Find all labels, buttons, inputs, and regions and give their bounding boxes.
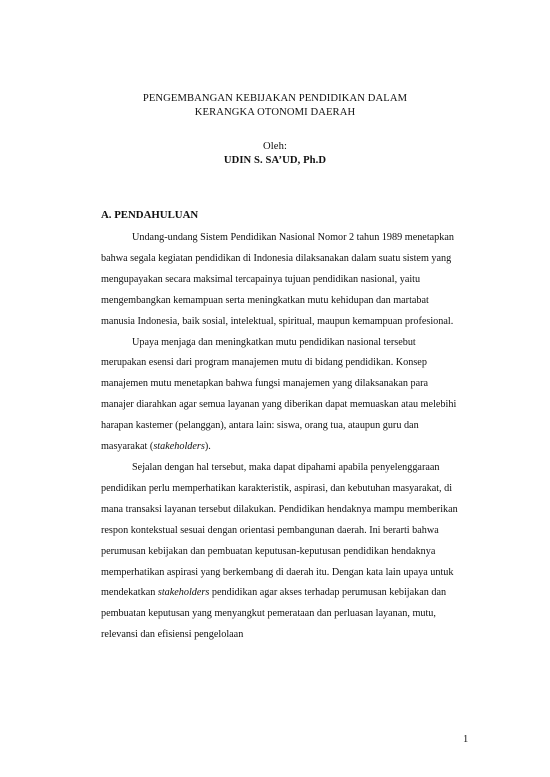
section-heading: A. PENDAHULUAN [101,209,199,221]
paragraph-1-text: Undang-undang Sistem Pendidikan Nasional Nomor 2 tahun 1989 menetapkan bahwa segala kegiatan pendidikan di Indonesia dilaksanakan dalam suatu sistem yang mengupayakan secara maksimal tercapainya tujuan pendidikan nasional, yaitu mengembangkan kemampuan serta meningkatkan mutu kehidupan dan martabat manusia Indonesia, baik sosial, intelektual, spiritual, maupun kemampuan profesional. [101,232,454,327]
page-number: 1 [463,734,469,745]
paragraph-2-text: Upaya menjaga dan meningkatkan mutu pendidikan nasional tersebut merupakan esensi dari program manajemen mutu di bidang pendidikan. Konsep manajemen mutu menetapkan bahwa fungsi manajemen yang dilaksanakan para manajer diarahkan agar semua layanan yang diberikan dapat memuaskan atau melebihi harapan kastemer (pelanggan), antara lain: siswa, orang tua, ataupun guru dan masyarakat ( [101,336,457,453]
paragraph-3-end: pendidikan agar akses terhadap perumusan kebijakan dan pembuatan keputusan yang menyangkut pemerataan dan perluasan layanan, mutu, relevansi dan efisiensi pengelolaan [101,587,447,641]
paragraph-3-text: Sejalan dengan hal tersebut, maka dapat dipahami apabila penyelenggaraan pendidikan perlu memperhatikan karakteristik, aspirasi, dan kebutuhan masyarakat, di mana transaksi layanan tersebut dilakukan. Pendidikan hendaknya mampu memberikan respon kontekstual sesuai dengan orientasi pembangunan daerah. Ini berarti bahwa perumusan kebijakan dan pembuatan keputusan-keputusan pendidikan hendaknya memperhatikan aspirasi yang berkembang di daerah itu. Dengan kata lain upaya untuk mendekatkan [101,461,458,599]
paragraph-2-italic-term: stakeholders [153,441,205,453]
paragraph-1 [101,228,461,333]
document-title-line-1: PENGEMBANGAN KEBIJAKAN PENDIDIKAN DALAM [142,93,408,104]
by-label: Oleh: [262,141,288,152]
paragraph-3 [101,458,461,646]
paragraph-3-italic-term: stakeholders [157,587,210,599]
author-name: UDIN S. SA’UD, Ph.D [223,155,327,166]
paragraph-2-end: ). [204,441,211,453]
paragraph-2 [101,333,461,458]
document-title-line-2: KERANGKA OTONOMI DAERAH [194,107,356,118]
body-text [101,228,461,646]
